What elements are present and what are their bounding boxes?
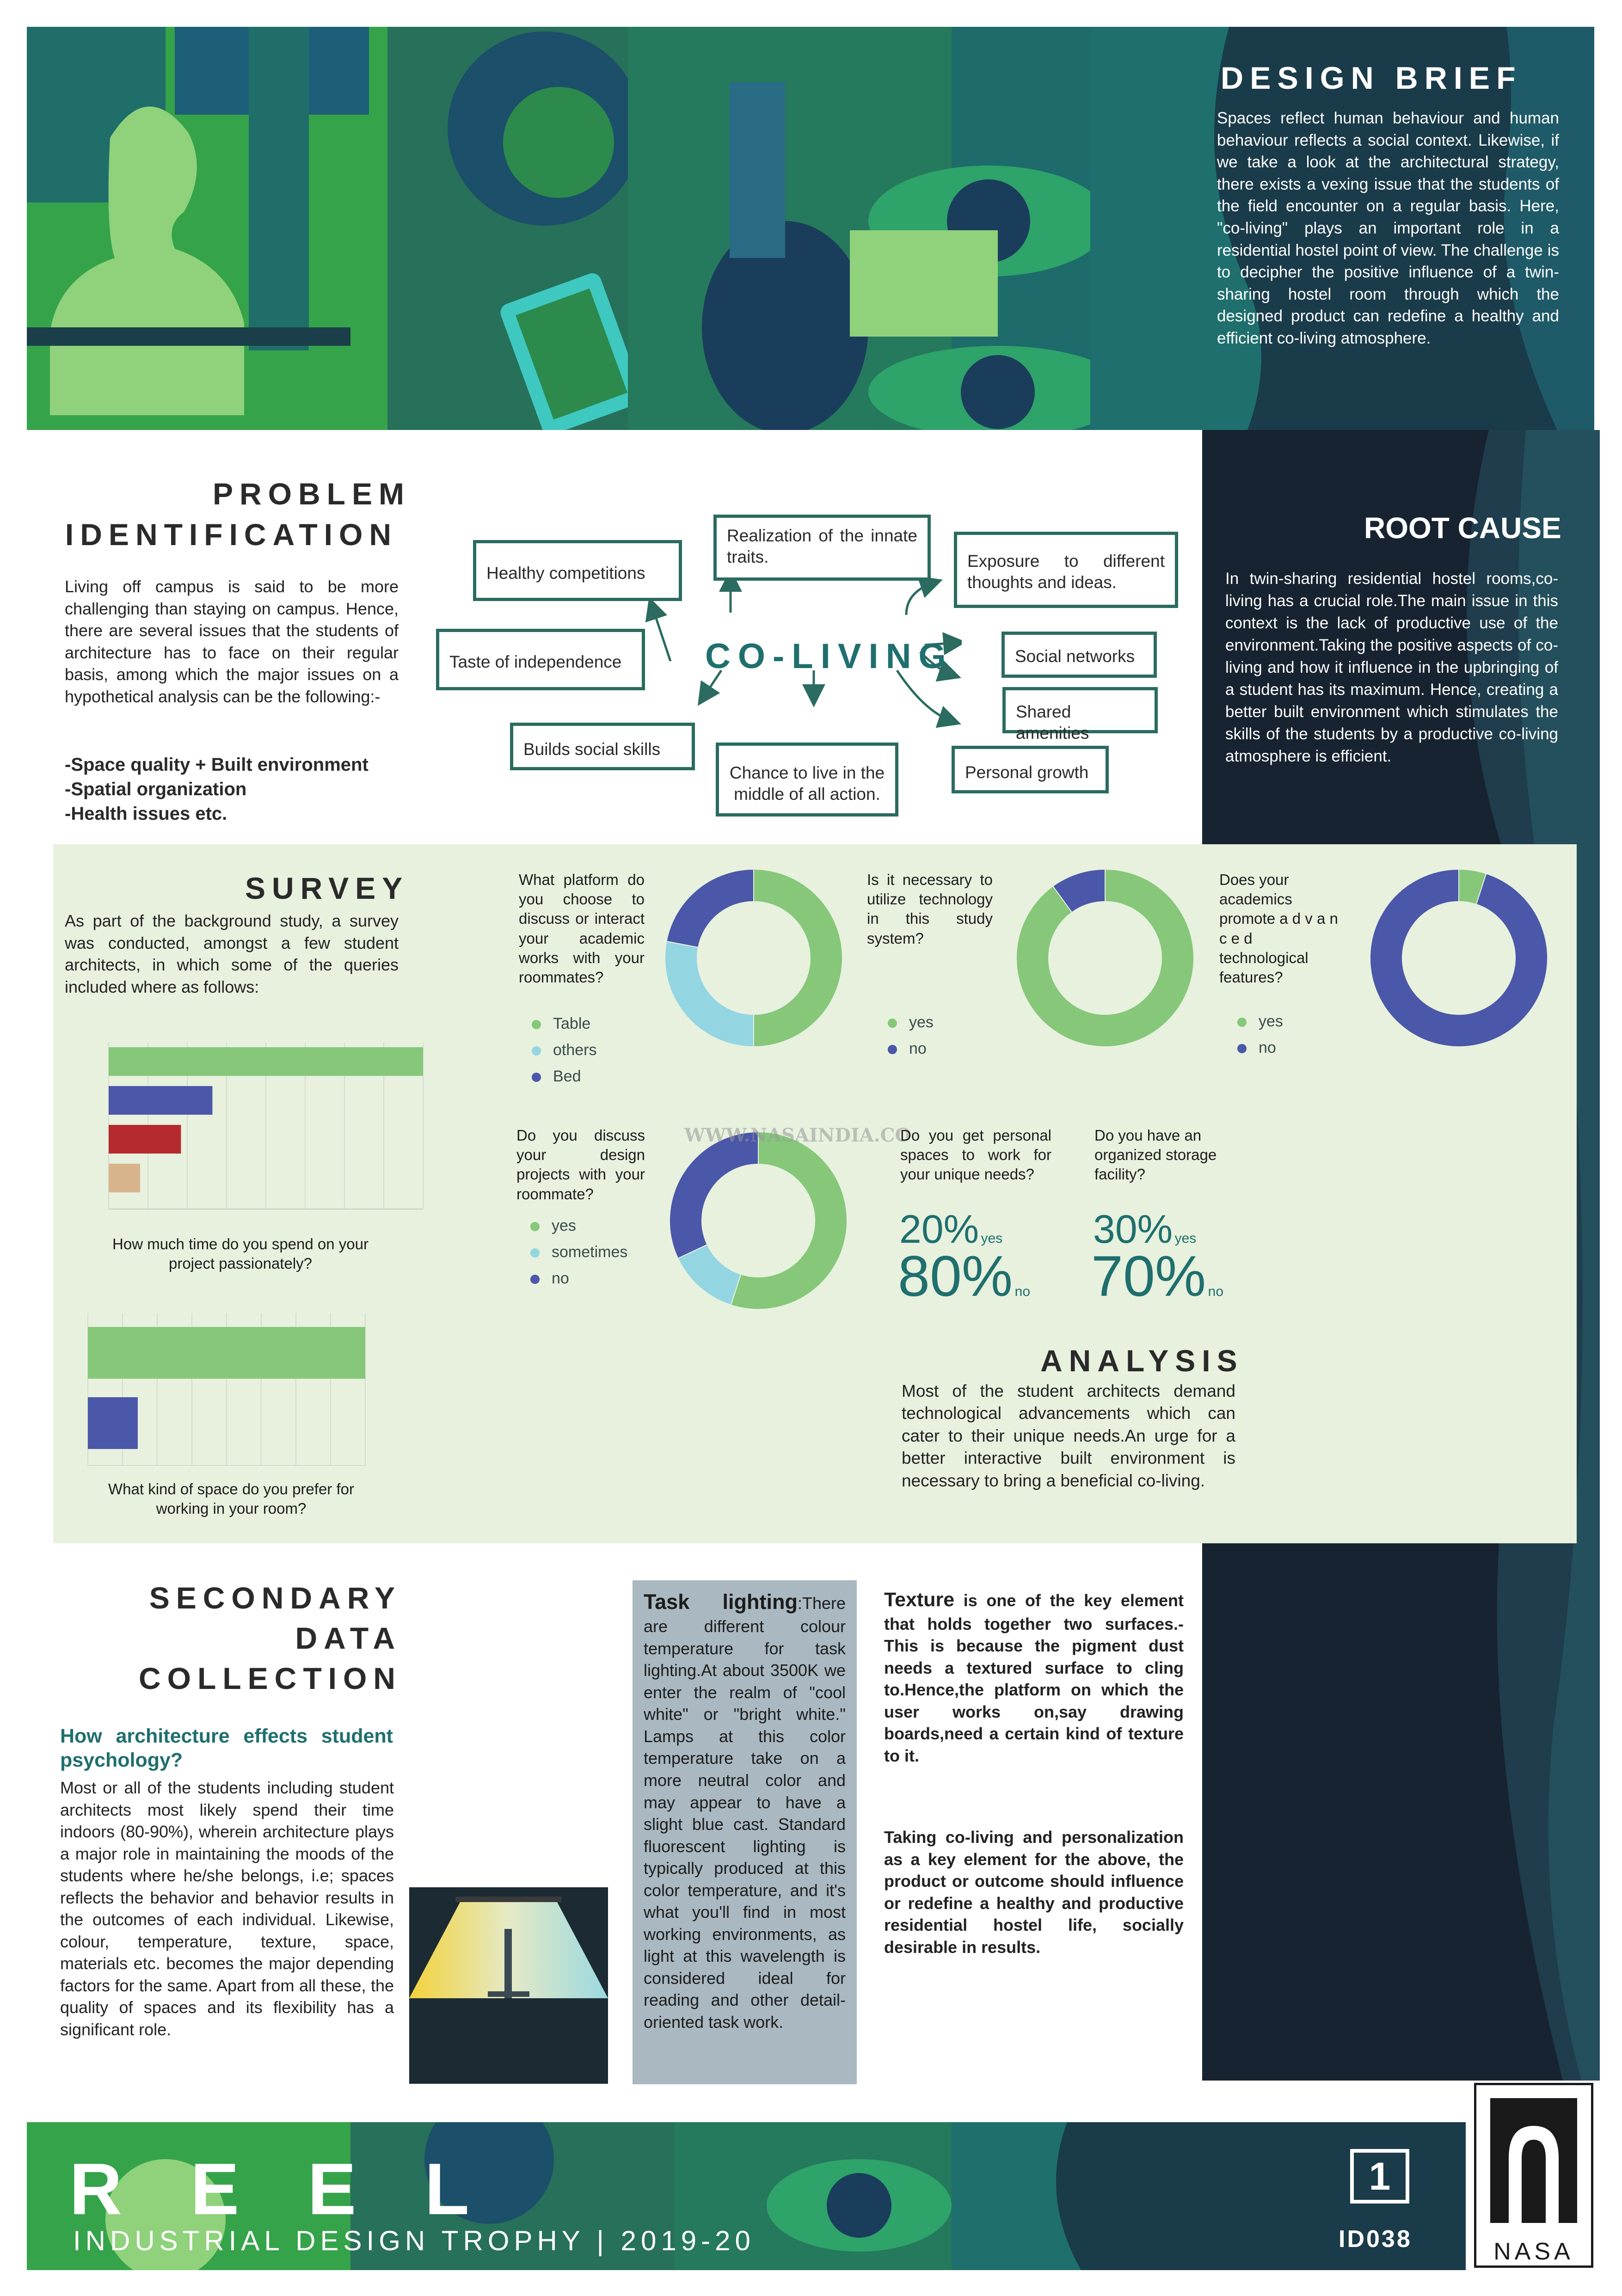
storage-no-percent: 70% <box>1091 1245 1206 1308</box>
secondary-text: Most or all of the students including student architects most likely spend their time indoors (80-90%), wherein architecture plays a major role in maintaining the moods of the students where he/she belongs, i.e; spaces reflects the behavior and behavior results in the outcomes of each individual. Likewise, colour, temperature, texture, space, materials etc. becomes the major depending factors for the same. Apart from all these, the quality of spaces and its flexibility has a significant role. <box>60 1778 394 2039</box>
bar-chart-1-caption: How much time do you spend on your project passionately? <box>112 1235 369 1272</box>
legend-label: no <box>552 1270 569 1287</box>
coliving-healthy-competitions: Healthy competitions <box>473 540 682 601</box>
personal-no-label: no <box>1014 1284 1031 1299</box>
coliving-chance: Chance to live in the middle of all action. <box>716 743 898 816</box>
legend-bed <box>532 1068 581 1086</box>
bar-chart-2-caption: What kind of space do you prefer for working in your room? <box>108 1480 354 1517</box>
coliving-center: CO-LIVING <box>705 637 953 676</box>
task-lighting-text <box>644 1588 846 2033</box>
secondary-title-3: COLLECTION <box>139 1661 402 1695</box>
task-lighting-title: Task lighting <box>644 1590 798 1614</box>
storage-yes-percent: 30% <box>1093 1207 1173 1252</box>
legend-yes <box>1237 1013 1283 1031</box>
coliving-independence: Taste of independence <box>436 629 645 690</box>
legend-yes <box>530 1217 576 1235</box>
legend-no <box>530 1270 569 1288</box>
donut-slice-Table <box>754 869 842 1047</box>
personal-yes-percent: 20% <box>899 1207 979 1252</box>
legend-yes <box>888 1013 934 1031</box>
legend-label: no <box>909 1040 927 1057</box>
personal-no-stat <box>898 1244 1030 1309</box>
legend-label: sometimes <box>552 1243 628 1261</box>
root-cause-title: ROOT CAUSE <box>1364 511 1561 545</box>
analysis-title: ANALYSIS <box>1040 1344 1244 1378</box>
legend-label: yes <box>1259 1013 1283 1030</box>
problem-title-line1: PROBLEM <box>213 477 411 511</box>
survey-text: As part of the background study, a survey was conducted, amongst a few student architects, in which some of the queries included where as follows: <box>65 911 399 996</box>
donut-chart-discuss <box>666 1128 851 1313</box>
coliving-social-networks: Social networks <box>1001 632 1157 678</box>
legend-others <box>532 1041 597 1059</box>
bar-b <box>109 1086 212 1115</box>
legend-label: Table <box>553 1015 591 1032</box>
coliving-social-skills: Builds social skills <box>510 723 695 770</box>
donut-chart-platform <box>661 866 846 1050</box>
bar-chart-time-spent <box>69 1043 430 1223</box>
bar-chart-space-preferred <box>69 1313 393 1466</box>
page-number: 1 <box>1369 2155 1391 2198</box>
coliving-realization: Realization of the innate traits. <box>713 515 931 581</box>
texture-title: Texture <box>884 1589 955 1611</box>
design-brief-title: DESIGN BRIEF <box>1221 61 1522 96</box>
design-brief-text: Spaces reflect human behaviour and human behaviour reflects a social context. Likewise, if we take a look at the architectural strategy, there exists a vexing issue that the students of the field encounter on a regular basis. Here, "co-living" plays an important role in a residential hostel point of view. The challenge is to decipher the positive influence of a twin-sharing hostel room through which the designed product can redefine a healthy and efficient co-living atmosphere. <box>1217 109 1559 347</box>
question-platform: What platform do you choose to discuss or interact your academic works with your roommates? <box>519 871 645 986</box>
donut-slice-no <box>1370 869 1548 1047</box>
legend-label: yes <box>909 1013 934 1031</box>
question-technology: Is it necessary to utilize technology in this study system? <box>867 871 993 947</box>
secondary-subtitle: How architecture effects student psychology? <box>60 1725 393 1771</box>
question-personal-spaces: Do you get personal spaces to work for your unique needs? <box>900 1127 1051 1183</box>
storage-no-label: no <box>1208 1284 1224 1299</box>
poster-id: ID038 <box>1339 2226 1412 2253</box>
donut-chart-technology <box>1013 866 1198 1050</box>
storage-no-stat <box>1091 1244 1223 1309</box>
bar-b <box>88 1397 138 1449</box>
problem-issue-1: -Space quality + Built environment <box>65 755 369 775</box>
legend-label: yes <box>552 1217 576 1234</box>
legend-label: others <box>553 1041 597 1059</box>
problem-text: Living off campus is said to be more challenging than staying on campus. Hence, there are several issues that the students of architecture has to face on their regular basis, among which the major issues on a hypothetical analysis can be the following:- <box>65 577 399 706</box>
bar-c <box>109 1125 181 1154</box>
problem-issue-3: -Health issues etc. <box>65 804 227 824</box>
lamp-light-icon <box>409 1887 608 2084</box>
footer-trophy-text: INDUSTRIAL DESIGN TROPHY | 2019-20 <box>73 2225 755 2256</box>
question-discuss: Do you discuss your design projects with your roommate? <box>516 1127 645 1203</box>
secondary-title-2: DATA <box>295 1621 401 1655</box>
question-storage: Do you have an organized storage facility? <box>1094 1127 1217 1183</box>
coliving-exposure: Exposure to different thoughts and ideas. <box>954 532 1178 608</box>
legend-label: no <box>1259 1039 1276 1056</box>
analysis-text: Most of the student architects demand technological advancements which can cater to their unique needs.An urge for a better interactive built environment is necessary to bring a beneficial co-living. <box>902 1381 1235 1490</box>
problem-issue-2: -Spatial organization <box>65 779 247 799</box>
page-number-badge <box>1350 2149 1409 2204</box>
task-lighting-body: :There are different colour temperature for task lighting.At about 3500K we enter the realm of "cool white" or "bright white." Lamps at this color temperature take on a more neutral color and may appear to have a slight blue cast. Standard fluorescent lighting is typically produced at this color temperature, and it's what you'll find in most working environments, as light at this wavelength is considered ideal for reading and other detail-oriented task work. <box>644 1594 846 2032</box>
legend-table <box>532 1015 590 1033</box>
coliving-conclusion-text: Taking co-living and personalization as a key element for the above, the product or outcome should influence or redefine a healthy and productive residential hostel life, socially desirable in results. <box>884 1828 1184 1957</box>
texture-text <box>884 1587 1184 1767</box>
nasa-logo-text: NASA <box>1493 2238 1574 2265</box>
question-academics: Does your academics promote a d v a n c e d technological features? <box>1219 871 1338 986</box>
secondary-title-1: SECONDARY <box>149 1581 401 1615</box>
nasa-logo <box>1474 2083 1593 2268</box>
survey-title: SURVEY <box>245 871 409 905</box>
bar-a <box>109 1047 423 1076</box>
legend-no <box>888 1040 927 1058</box>
donut-slice-others <box>665 941 754 1047</box>
storage-yes-label: yes <box>1174 1231 1197 1246</box>
personal-yes-label: yes <box>981 1231 1003 1246</box>
legend-label: Bed <box>553 1068 581 1085</box>
donut-chart-academics <box>1366 866 1551 1050</box>
bar-d <box>109 1164 140 1192</box>
legend-sometimes <box>530 1243 627 1261</box>
coliving-personal-growth: Personal growth <box>952 746 1109 793</box>
personal-no-percent: 80% <box>898 1245 1013 1308</box>
watermark: WWW.NASAINDIA.CO <box>684 1124 911 1146</box>
nasa-logo-mark <box>1476 2093 1591 2232</box>
bar-a <box>88 1327 365 1379</box>
donut-slice-Bed <box>666 869 754 947</box>
donut-slice-no <box>670 1132 758 1259</box>
texture-body: is one of the key element that holds together two surfaces.- This is because the pigment dust needs a textured surface to cling to.Hence,the platform on which the user works on,say drawing boards,need a certain kind of texture to it. <box>884 1591 1184 1765</box>
coliving-shared-amenities: Shared amenities <box>1002 687 1158 733</box>
problem-title-line2: IDENTIFICATION <box>65 517 398 552</box>
legend-no <box>1237 1039 1276 1057</box>
footer-reel-title: R E E L <box>69 2149 479 2230</box>
root-cause-text: In twin-sharing residential hostel rooms,co-living has a crucial role.The main issue in this context is the lack of productive use of the environment.Taking the positive aspects of co-living and how it influence in the upbringing of a student has its maximum. Hence, creating a better built environment which stimulates the skills of the students by a productive co-living atmosphere is efficient. <box>1225 570 1558 765</box>
task-lamp-illustration <box>409 1887 608 2084</box>
